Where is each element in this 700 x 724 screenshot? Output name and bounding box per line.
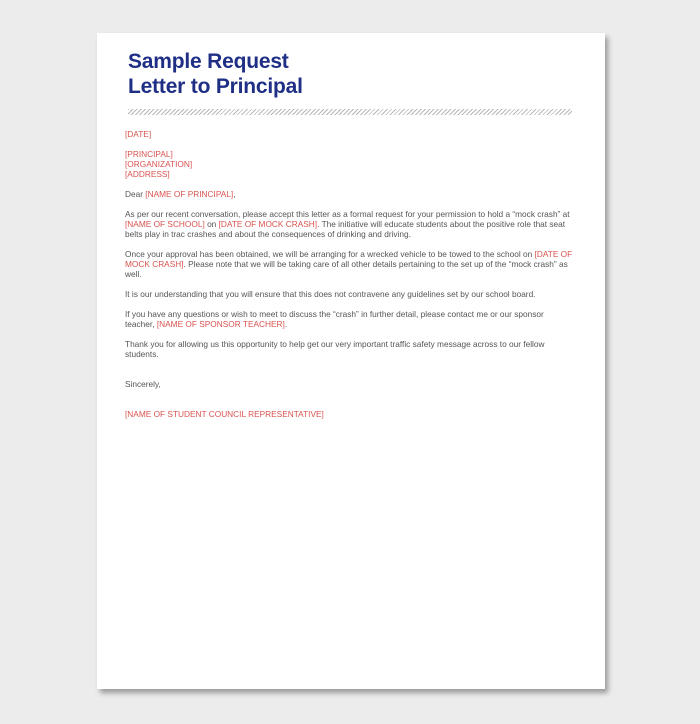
p2-text-2: . Please note that we will be taking care of all other details pertaining to the set up of the “mock crash” as well. <box>125 259 568 279</box>
closing: Sincerely, <box>125 379 161 389</box>
p4-text-1: If you have any questions or wish to meet to discuss the “crash” in further detail, please contact me or our sponsor teacher, <box>125 309 544 329</box>
recipient-block <box>125 149 575 179</box>
letter-body <box>125 129 575 429</box>
title-line-1: Sample Request <box>128 50 289 73</box>
p4-teacher-placeholder: [NAME OF SPONSOR TEACHER] <box>156 319 285 329</box>
paragraph-understanding: It is our understanding that you will ensure that this does not contravene any guidelines set by our school board. <box>125 289 536 299</box>
paragraph-thanks: Thank you for allowing us this opportunity to help get our very important traffic safety message across to our fellow students. <box>125 339 545 359</box>
paragraph-approval <box>125 249 575 279</box>
p1-school-placeholder: [NAME OF SCHOOL] <box>125 219 205 229</box>
paragraph-request <box>125 209 575 239</box>
recipient-address: [ADDRESS] <box>125 169 170 179</box>
p1-text-3: . The initiative will educate students about the positive role that seat belts play in trac crashes and about the consequences of drinking and driving. <box>125 219 566 239</box>
p1-text-2: on <box>204 219 219 229</box>
p1-date-placeholder: [DATE OF MOCK CRASH] <box>218 219 318 229</box>
p2-text-1: Once your approval has been obtained, we will be arranging for a wrecked vehicle to be towed to the school on <box>125 249 535 259</box>
p1-text-1: As per our recent conversation, please accept this letter as a formal request for your permission to hold a “mock crash” at <box>125 209 570 219</box>
p4-text-2: . <box>284 319 288 329</box>
signature-placeholder: [NAME OF STUDENT COUNCIL REPRESENTATIVE] <box>125 409 324 419</box>
document-title <box>128 49 303 99</box>
salutation-suffix: , <box>233 189 236 199</box>
document-page <box>97 33 605 689</box>
p2-date-placeholder: [DATE OF MOCK CRASH] <box>125 249 573 269</box>
hatched-divider <box>128 109 572 115</box>
recipient-organization: [ORGANIZATION] <box>125 159 193 169</box>
recipient-principal: [PRINCIPAL] <box>125 149 173 159</box>
paragraph-questions <box>125 309 575 329</box>
date-placeholder: [DATE] <box>125 129 152 139</box>
salutation-prefix: Dear <box>125 189 146 199</box>
salutation-name: [NAME OF PRINCIPAL] <box>145 189 234 199</box>
title-line-2: Letter to Principal <box>128 75 303 98</box>
salutation <box>125 189 575 199</box>
